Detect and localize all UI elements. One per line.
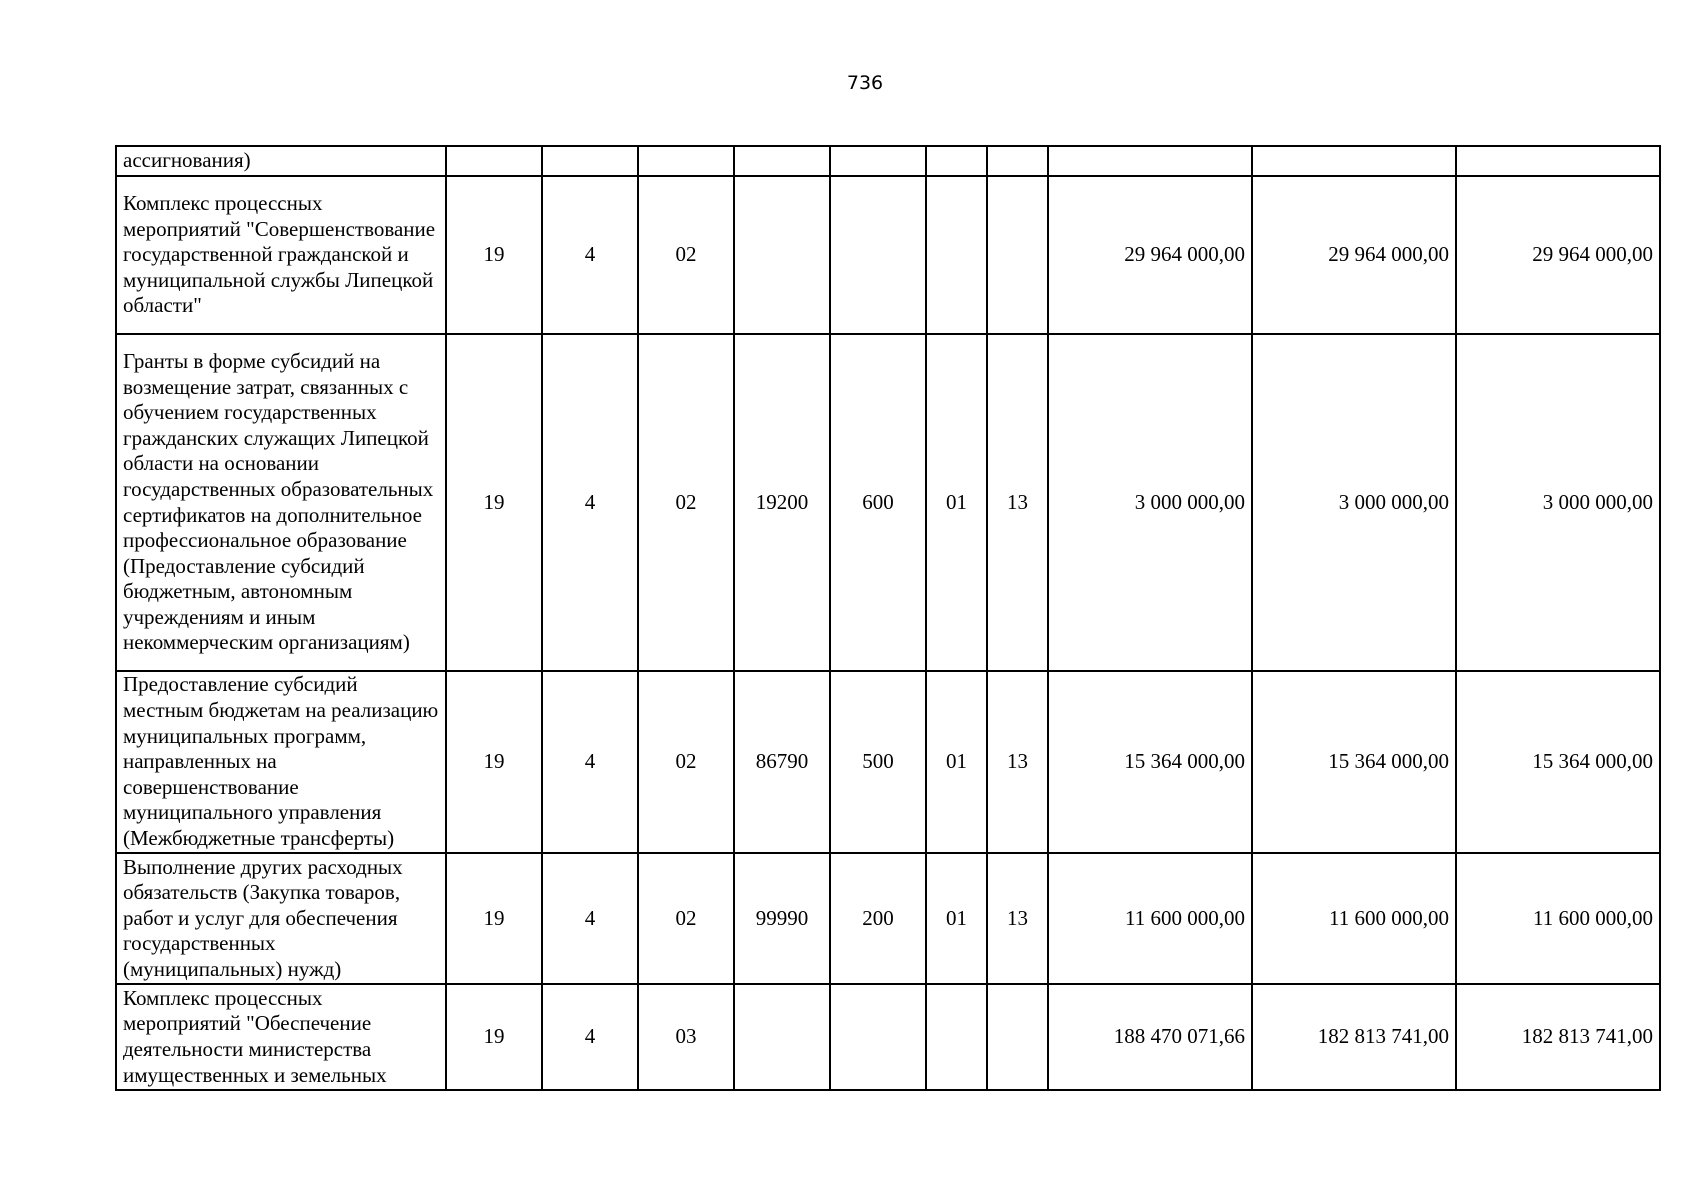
code-cell: 01 (926, 334, 987, 671)
amount-cell: 11 600 000,00 (1048, 853, 1252, 984)
table-row (116, 176, 1660, 334)
amount-cell: 11 600 000,00 (1252, 853, 1456, 984)
code-cell: 200 (830, 853, 926, 984)
amount-cell: 182 813 741,00 (1252, 984, 1456, 1090)
code-cell: 4 (542, 853, 638, 984)
row-description: Комплекс процессных мероприятий "Совершенствование государственной гражданской и муниципальной службы Липецкой области" (116, 176, 446, 334)
code-cell: 02 (638, 176, 734, 334)
row-description: Предоставление субсидий местным бюджетам на реализацию муниципальных программ, направленных на совершенствование муниципального управления (Межбюджетные трансферты) (116, 671, 446, 853)
code-cell: 13 (987, 671, 1048, 853)
code-cell: 19 (446, 176, 542, 334)
row-description: ассигнования) (116, 146, 446, 176)
code-cell (926, 176, 987, 334)
code-cell: 19 (446, 984, 542, 1090)
amount-cell: 3 000 000,00 (1048, 334, 1252, 671)
code-cell (734, 176, 830, 334)
code-cell: 600 (830, 334, 926, 671)
code-cell (987, 176, 1048, 334)
code-cell: 01 (926, 671, 987, 853)
code-cell (926, 984, 987, 1090)
code-cell: 86790 (734, 671, 830, 853)
amount-cell: 11 600 000,00 (1456, 853, 1660, 984)
row-description: Выполнение других расходных обязательств (Закупка товаров, работ и услуг для обеспечения государственных (муниципальных) нужд) (116, 853, 446, 984)
amount-cell: 15 364 000,00 (1252, 671, 1456, 853)
code-cell (734, 146, 830, 176)
code-cell (734, 984, 830, 1090)
amount-cell: 29 964 000,00 (1252, 176, 1456, 334)
amount-cell: 3 000 000,00 (1456, 334, 1660, 671)
code-cell: 500 (830, 671, 926, 853)
code-cell (542, 146, 638, 176)
code-cell (926, 146, 987, 176)
table-row (116, 334, 1660, 671)
page-number: 736 (846, 72, 884, 94)
code-cell: 02 (638, 853, 734, 984)
code-cell: 4 (542, 334, 638, 671)
code-cell (987, 146, 1048, 176)
amount-cell (1456, 146, 1660, 176)
table-row (116, 853, 1660, 984)
amount-cell (1252, 146, 1456, 176)
code-cell (446, 146, 542, 176)
amount-cell (1048, 146, 1252, 176)
code-cell: 02 (638, 334, 734, 671)
code-cell: 01 (926, 853, 987, 984)
amount-cell: 182 813 741,00 (1456, 984, 1660, 1090)
code-cell: 4 (542, 671, 638, 853)
table-row (116, 984, 1660, 1090)
row-description: Гранты в форме субсидий на возмещение затрат, связанных с обучением государственных гражданских служащих Липецкой области на основании государственных образовательных сертификатов на дополнительное профессиональное образование (Предоставление субсидий бюджетным, автономным учреждениям и иным некоммерческим организациям) (116, 334, 446, 671)
code-cell (830, 176, 926, 334)
code-cell: 4 (542, 984, 638, 1090)
row-description: Комплекс процессных мероприятий "Обеспечение деятельности министерства имущественных и земельных (116, 984, 446, 1090)
code-cell: 4 (542, 176, 638, 334)
code-cell: 13 (987, 334, 1048, 671)
code-cell: 19 (446, 853, 542, 984)
table-row (116, 671, 1660, 853)
code-cell (987, 984, 1048, 1090)
code-cell (830, 146, 926, 176)
code-cell: 99990 (734, 853, 830, 984)
code-cell: 13 (987, 853, 1048, 984)
code-cell: 19 (446, 334, 542, 671)
code-cell (638, 146, 734, 176)
amount-cell: 15 364 000,00 (1456, 671, 1660, 853)
table-row (116, 146, 1660, 176)
amount-cell: 3 000 000,00 (1252, 334, 1456, 671)
amount-cell: 29 964 000,00 (1048, 176, 1252, 334)
amount-cell: 188 470 071,66 (1048, 984, 1252, 1090)
code-cell: 02 (638, 671, 734, 853)
budget-table (115, 145, 1661, 1091)
code-cell: 19200 (734, 334, 830, 671)
amount-cell: 15 364 000,00 (1048, 671, 1252, 853)
code-cell: 03 (638, 984, 734, 1090)
code-cell: 19 (446, 671, 542, 853)
code-cell (830, 984, 926, 1090)
amount-cell: 29 964 000,00 (1456, 176, 1660, 334)
